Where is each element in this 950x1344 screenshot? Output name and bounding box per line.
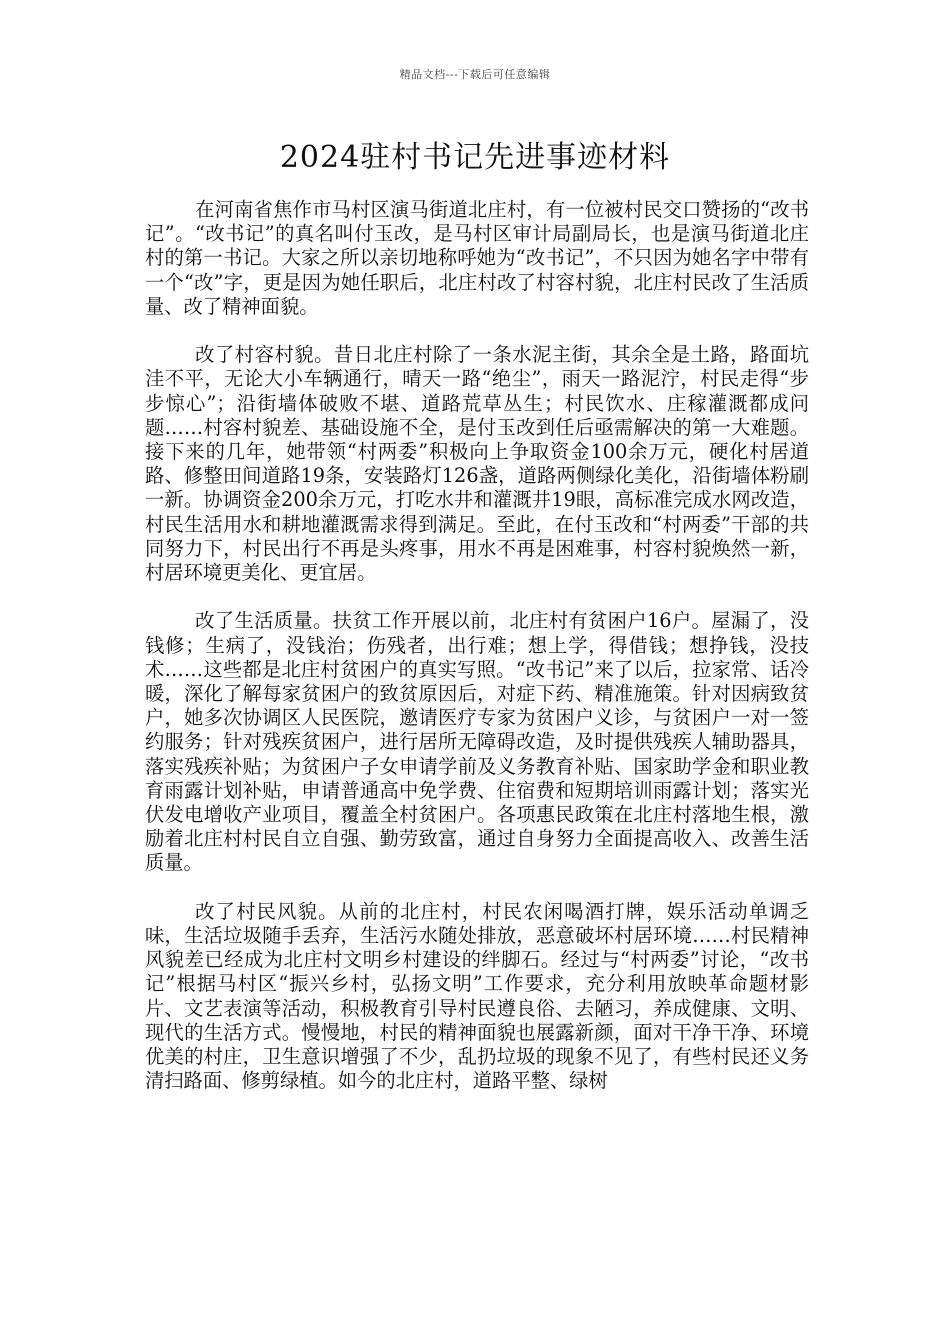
paragraph-village-appearance: 改了村容村貌。昔日北庄村除了一条水泥主街，其余全是土路，路面坑洼不平，无论大小车辆通行，晴天一路“绝尘”，雨天一路泥泞，村民走得“步步惊心”；沿街墙体破败不堪、道路荒草丛生；村民饮水、庄稼灌溉都成问题……村容村貌差、基础设施不全，是付玉改到任后亟需解决的第一大难题。接下来的几年，她带领“村两委”积极向上争取资金100余万元，硬化村居道路、修整田间道路19条，安装路灯126盏，道路两侧绿化美化，沿街墙体粉刷一新。协调资金200余万元，打吃水井和灌溉井19眼，高标准完成水网改造，村民生活用水和耕地灌溉需求得到满足。至此，在付玉改和“村两委”干部的共同努力下，村民出行不再是头疼事，用水不再是困难事，村容村貌焕然一新，村居环境更美化、更宜居。 (145, 343, 809, 585)
paragraph-villager-morale: 改了村民风貌。从前的北庄村，村民农闲喝酒打牌，娱乐活动单调乏味，生活垃圾随手丢弃，生活污水随处排放，恶意破坏村居环境……村民精神风貌差已经成为北庄村文明乡村建设的绊脚石。经过与“村两委”讨论，“改书记”根据马村区“振兴乡村，弘扬文明”工作要求，充分利用放映革命题材影片、文艺表演等活动，积极教育引导村民遵良俗、去陋习，养成健康、文明、现代的生活方式。慢慢地，村民的精神面貌也展露新颜，面对干净干净、环境优美的村庄，卫生意识增强了不少，乱扔垃圾的现象不见了，有些村民还义务清扫路面、修剪绿植。如今的北庄村，道路平整、绿树 (145, 899, 809, 1093)
document-body (145, 198, 809, 1118)
document-title: 2024驻村书记先进事迹材料 (279, 140, 671, 175)
paragraph-intro: 在河南省焦作市马村区演马街道北庄村，有一位被村民交口赞扬的“改书记”。“改书记”的真名叫付玉改，是马村区审计局副局长，也是演马街道北庄村的第一书记。大家之所以亲切地称呼她为“改书记”，不只因为她名字中带有一个“改”字，更是因为她任职后，北庄村改了村容村貌，北庄村民改了生活质量、改了精神面貌。 (145, 198, 809, 318)
paragraph-quality-of-life: 改了生活质量。扶贫工作开展以前，北庄村有贫困户16户。屋漏了，没钱修；生病了，没钱治；伤残者，出行难；想上学，得借钱；想挣钱，没技术……这些都是北庄村贫困户的真实写照。“改书记”来了以后，拉家常、话冷暖，深化了解每家贫困户的致贫原因后，对症下药、精准施策。针对因病致贫户，她多次协调区人民医院，邀请医疗专家为贫困户义诊，与贫困户一对一签约服务；针对残疾贫困户，进行居所无障碍改造，及时提供残疾人辅助器具，落实残疾补贴；为贫困户子女申请学前及义务教育补贴、国家助学金和职业教育雨露计划补贴，申请普通高中免学费、住宿费和短期培训雨露计划；落实光伏发电增收产业项目，覆盖全村贫困户。各项惠民政策在北庄村落地生根，激励着北庄村村民自立自强、勤劳致富，通过自身努力全面提高收入、改善生活质量。 (145, 609, 809, 875)
page-header-note: 精品文档---下载后可任意编辑 (399, 68, 551, 81)
